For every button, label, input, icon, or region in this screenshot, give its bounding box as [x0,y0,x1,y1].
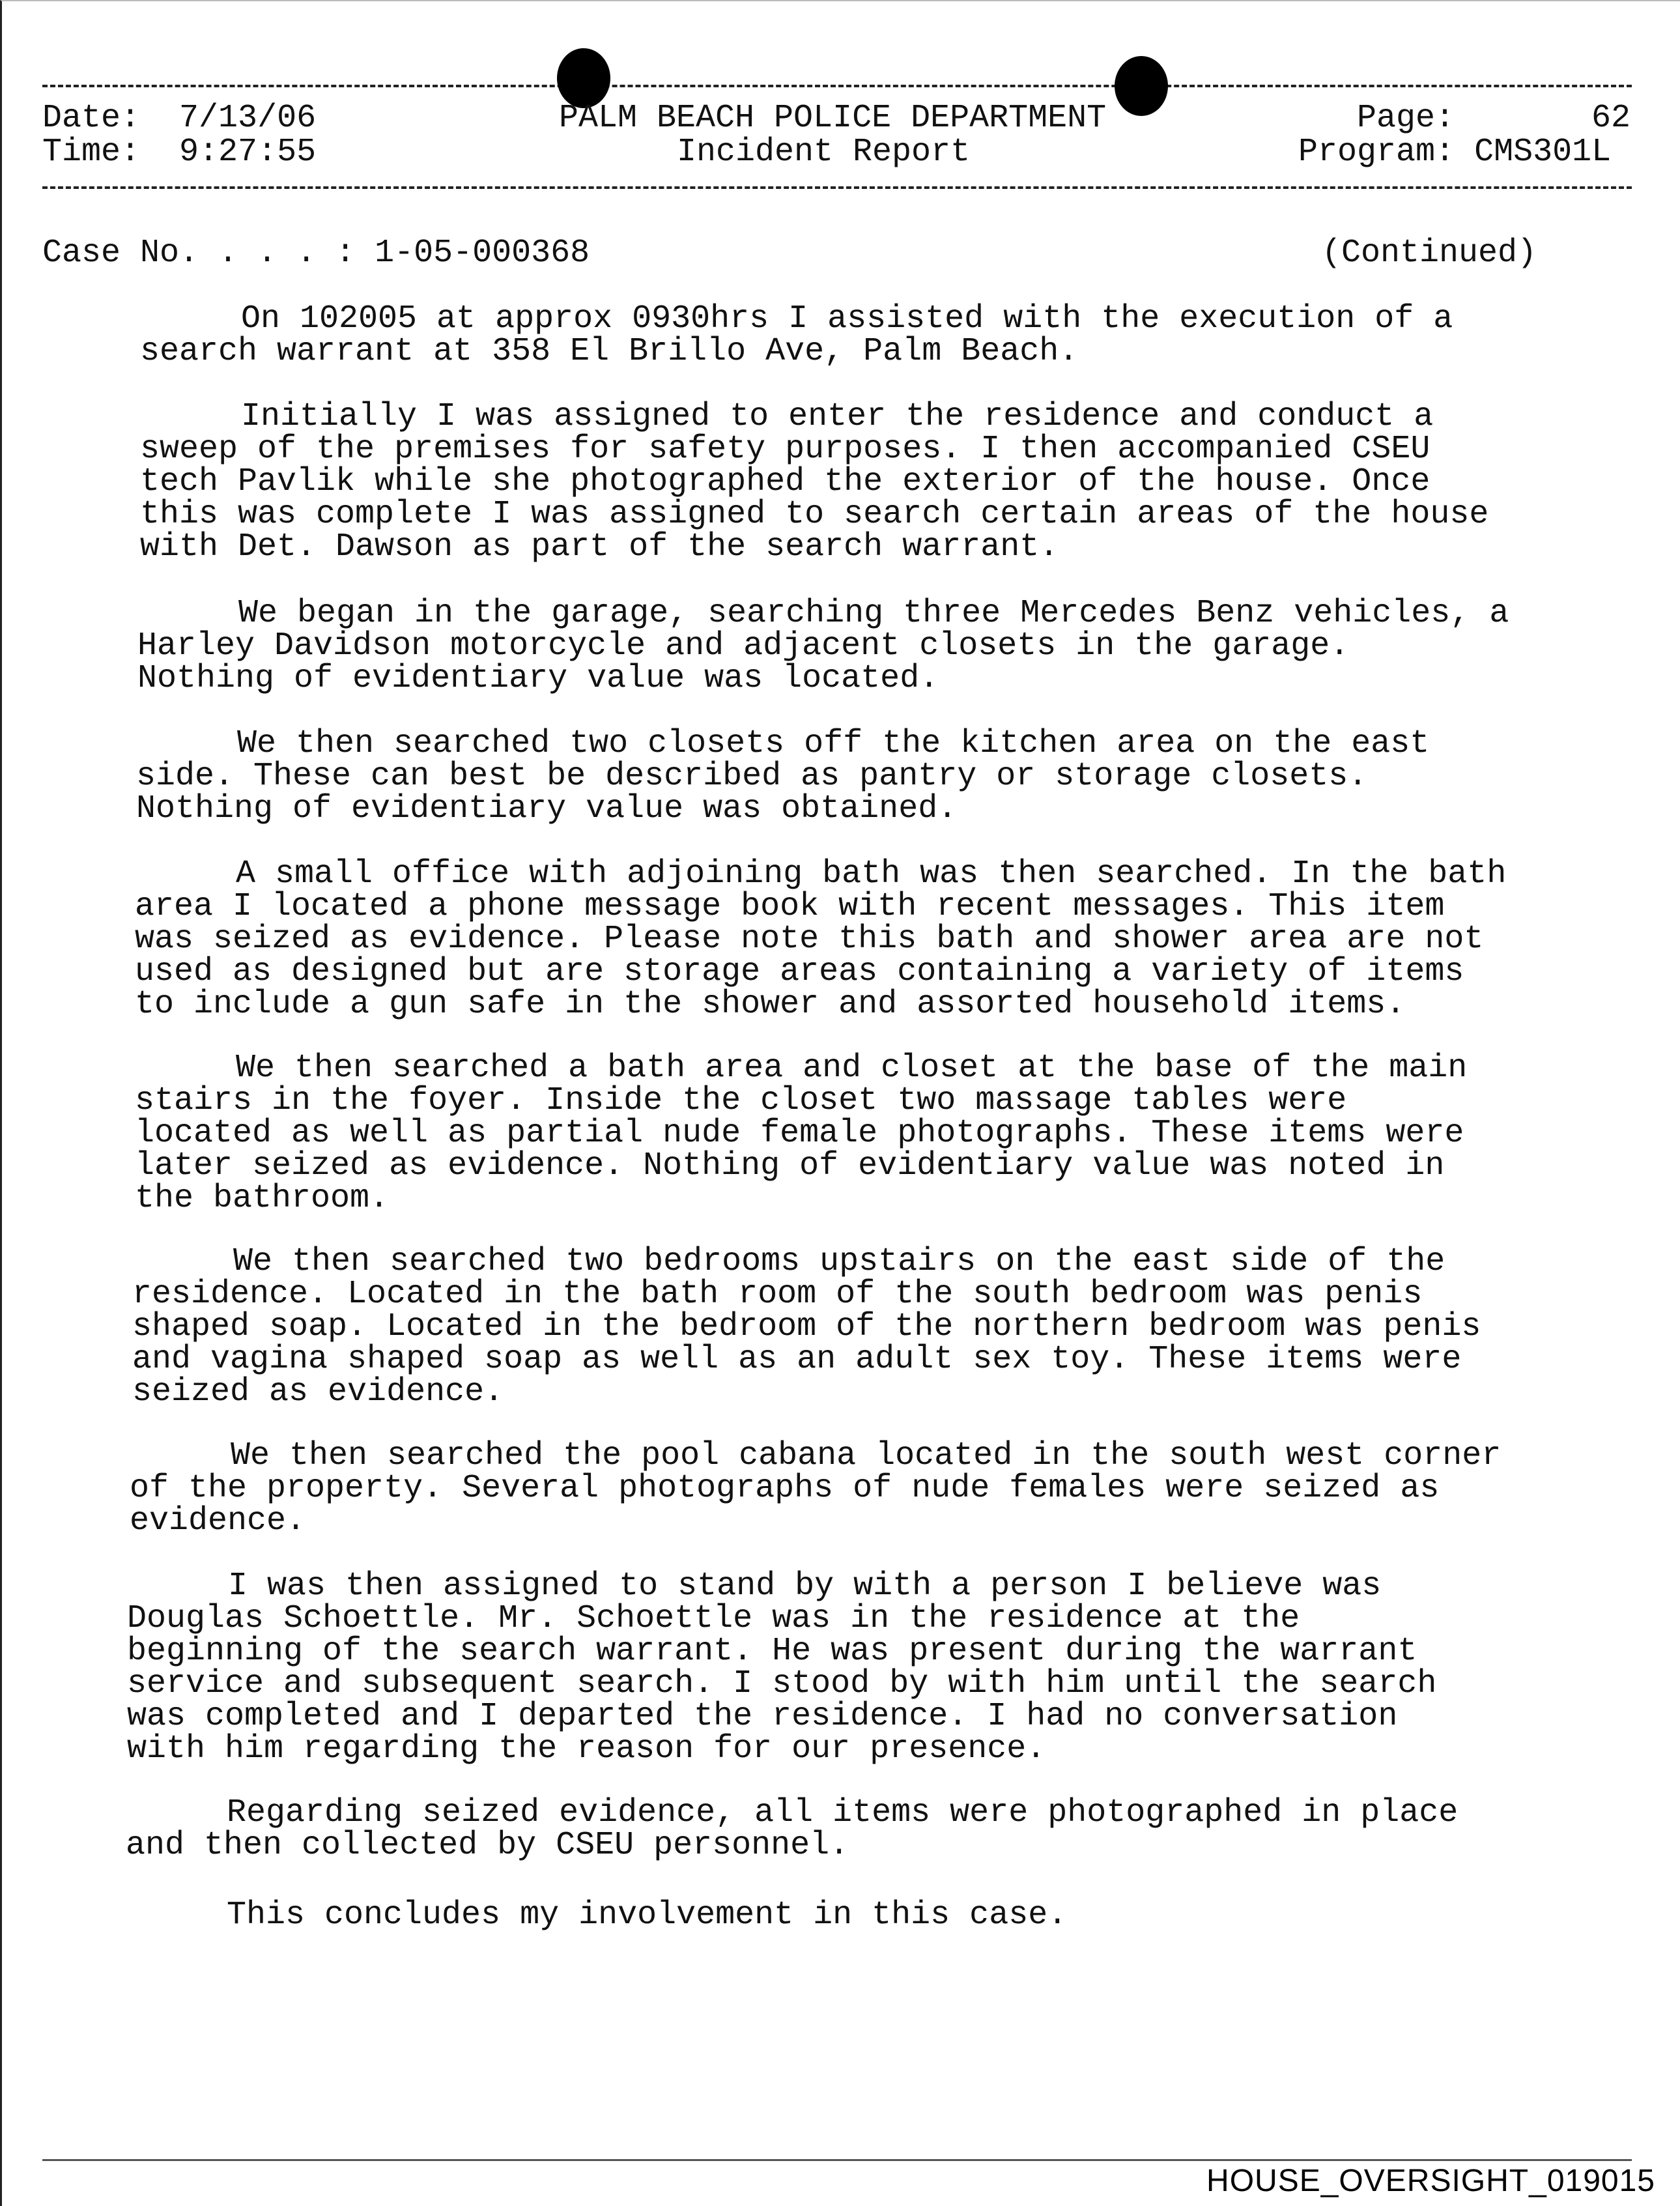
paragraph-7-text: We then searched two bedrooms upstairs on the east side of the residence. Located in the bath room of the south bedroom was penis shaped soap. Located in the bedroom of the northern bedroom was penis and vagina shaped soap as well as an adult sex toy. These items were seized as evidence. [132,1243,1481,1411]
page-label: Page: [1357,100,1455,137]
paragraph-8-text: We then searched the pool cabana located in the south west corner of the property. Several photographs of nude females were seized as evidence. [130,1437,1502,1540]
date-row [42,102,316,135]
time-label: Time: [42,134,141,171]
paragraph-10-text: Regarding seized evidence, all items were photographed in place and then collected by CSEU personnel. [126,1794,1459,1864]
paragraph-1 [140,300,1606,370]
header-bottom-rule [42,186,1632,189]
paragraph-11-text: This concludes my involvement in this case. [227,1897,1068,1934]
paragraph-5-text: A small office with adjoining bath was then searched. In the bath area I located a phone message book with recent messages. This item was seized as evidence. Please note this bath and shower area are not used as designed but are storage areas containing a variety of items to include a gun safe in the shower and assorted household items. [135,855,1507,1023]
footer-rule [42,2159,1632,2161]
paragraph-3 [137,597,1603,695]
paragraph-2 [140,398,1606,566]
department-name: PALM BEACH POLICE DEPARTMENT [559,100,1107,137]
report-type: Incident Report [677,134,971,171]
program-row [1298,136,1611,169]
case-number: 1-05-000368 [375,235,590,272]
paragraph-4 [136,725,1602,827]
paragraph-1-text: On 102005 at approx 0930hrs I assisted with the execution of a search warrant at 358 El Brillo Ave, Palm Beach. [140,300,1453,370]
date-label: Date: [42,100,141,137]
punch-hole-right [1115,56,1168,116]
date-value: 7/13/06 [179,100,317,137]
paragraph-9-text: I was then assigned to stand by with a person I believe was Douglas Schoettle. Mr. Schoettle was in the residence at the beginning of the search warrant. He was present during the warrant service and subsequent search. I stood by with him until the search was completed and I departed the residence. I had no conversation with him regarding the reason for our presence. [127,1568,1437,1768]
page-number: 62 [1591,100,1631,137]
paragraph-6-text: We then searched a bath area and closet at the base of the main stairs in the foyer. Inside the closet two massage tables were located as well as partial nude female photographs. These items were later seized as evidence. Nothing of evidentiary value was noted in the bathroom. [135,1050,1468,1217]
paragraph-2-text: Initially I was assigned to enter the residence and conduct a sweep of the premises for safety purposes. I then accompanied CSEU tech Pavlik while she photographed the exterior of the house. Once this was complete I was assigned to search certain areas of the house with Det. Dawson as part of the search warrant. [140,398,1489,566]
time-value: 9:27:55 [179,134,317,171]
case-label: Case No. . . . : [42,235,356,272]
continued-label: (Continued) [1322,235,1537,272]
time-row [42,136,316,169]
paragraph-5 [135,855,1601,1023]
paragraph-4-text: We then searched two closets off the kitchen area on the east side. These can best be described as pantry or storage closets. Nothing of evidentiary value was obtained. [136,725,1430,827]
paragraph-3-text: We began in the garage, searching three Mercedes Benz vehicles, a Harley Davidson motorcycle and adjacent closets in the garage. Nothing of evidentiary value was located. [137,595,1509,697]
header-top-rule [42,85,1632,87]
paragraph-8 [130,1437,1595,1540]
paragraph-10 [126,1794,1591,1864]
program-value: CMS301L [1474,134,1612,171]
paragraph-6 [135,1052,1601,1215]
paragraph-11 [126,1899,1591,1932]
bates-number: HOUSE_OVERSIGHT_019015 [1206,2164,1655,2198]
paragraph-7 [132,1243,1598,1411]
case-number-row [42,237,590,270]
paragraph-9 [127,1570,1593,1766]
program-label: Program: [1298,134,1455,171]
